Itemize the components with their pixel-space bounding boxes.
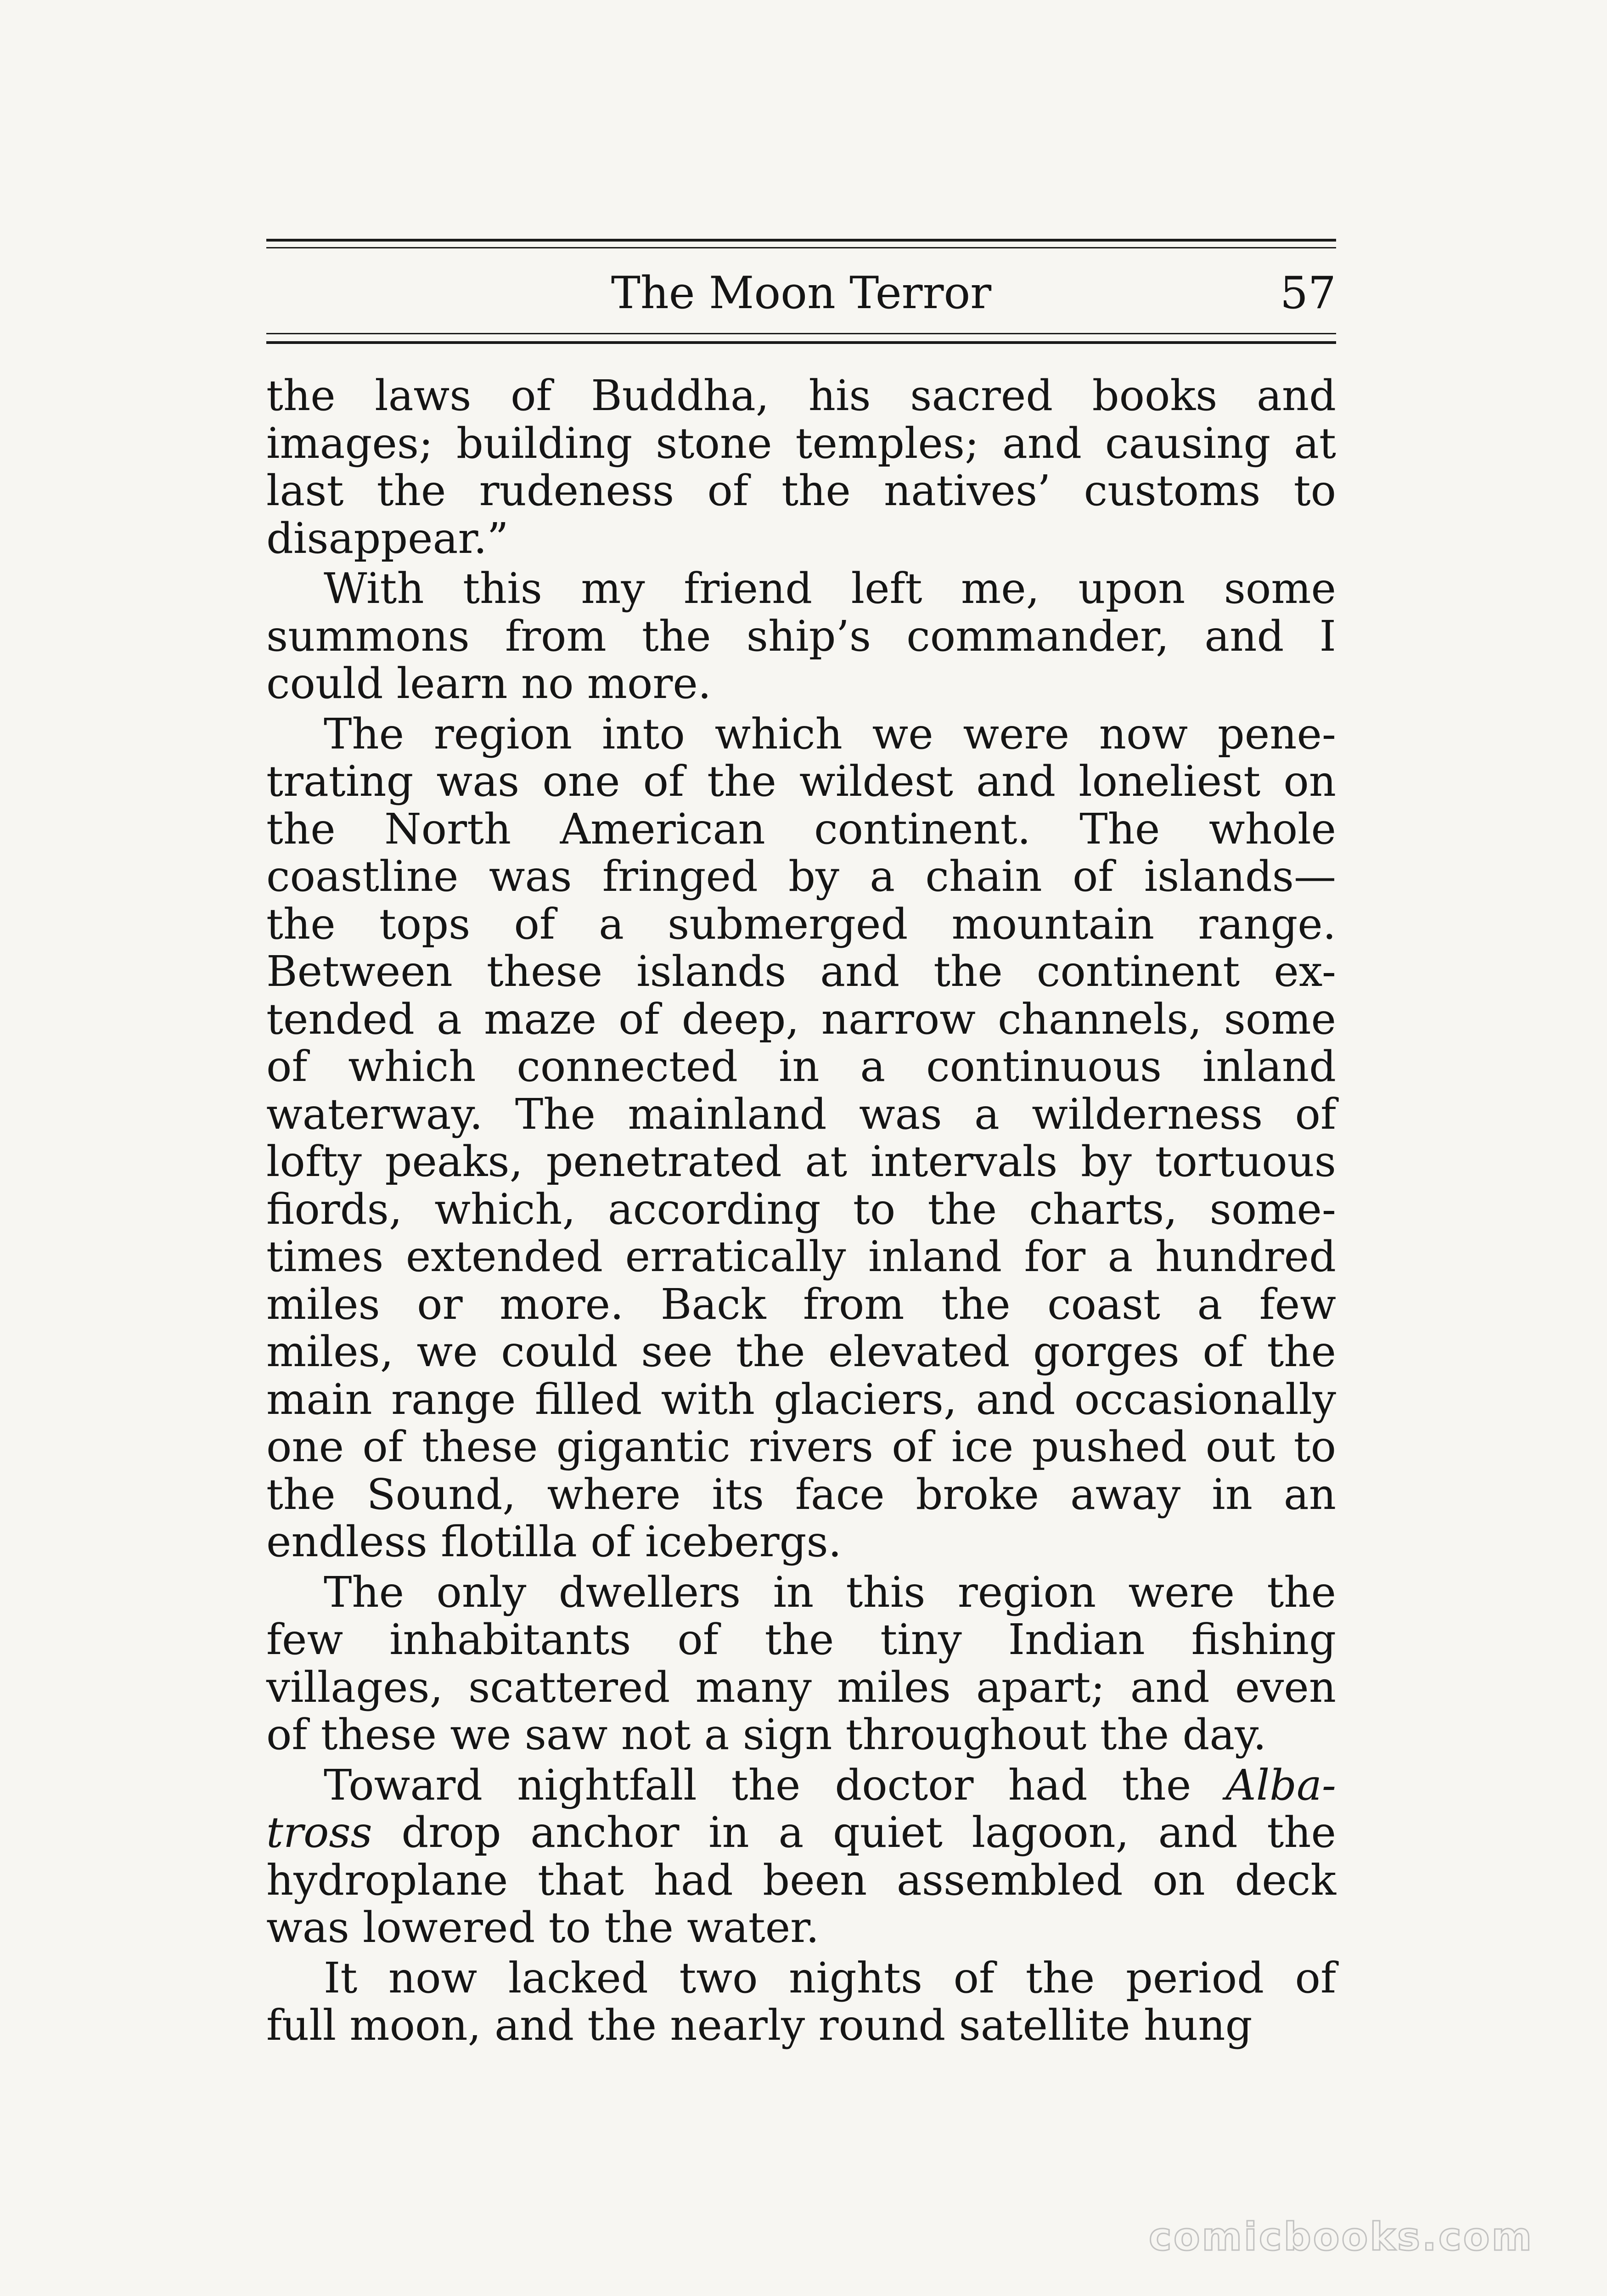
text-segment: summons from the ship’s commander, and I (266, 611, 1336, 661)
text-segment: miles, we could see the elevated gorges of the (266, 1327, 1336, 1376)
text-line (266, 372, 1336, 420)
text-line (266, 996, 1336, 1043)
text-line (266, 1857, 1336, 1904)
header-rule-bottom-thin (266, 333, 1336, 334)
text-segment: could learn no more. (266, 659, 712, 708)
text-line (266, 1328, 1336, 1376)
text-line (266, 1569, 1336, 1616)
text-line (266, 1043, 1336, 1091)
text-segment: drop anchor in a quiet lagoon, and the (372, 1808, 1336, 1857)
text-line (266, 2002, 1336, 2049)
text-line (266, 948, 1336, 996)
text-segment: few inhabitants of the tiny Indian fishing (266, 1615, 1336, 1664)
text-line (266, 467, 1336, 515)
text-segment: The region into which we were now pene- (324, 709, 1336, 759)
text-segment: miles or more. Back from the coast a few (266, 1279, 1336, 1329)
paragraph (266, 1761, 1336, 1952)
text-segment: was lowered to the water. (266, 1903, 820, 1952)
text-segment: hydroplane that had been assembled on deck (266, 1855, 1336, 1905)
text-segment: times extended erratically inland for a hundred (266, 1232, 1336, 1281)
text-line (266, 660, 1336, 708)
text-segment: last the rudeness of the natives’ customs to (266, 466, 1336, 515)
text-line (266, 1761, 1336, 1809)
text-line (266, 1281, 1336, 1328)
header-rule-top-thin (266, 247, 1336, 248)
paragraph (266, 1954, 1336, 2049)
paragraph (266, 565, 1336, 708)
text-line (266, 565, 1336, 613)
text-line (266, 1376, 1336, 1424)
text-line (266, 1664, 1336, 1711)
header-rule-bottom (266, 341, 1336, 344)
text-line (266, 853, 1336, 900)
text-segment: With this my friend left me, upon some (324, 564, 1336, 613)
running-header (266, 257, 1336, 321)
text-segment: trating was one of the wildest and loneliest on (266, 757, 1336, 806)
paragraph (266, 1569, 1336, 1759)
text-line (266, 900, 1336, 948)
text-segment: tended a maze of deep, narrow channels, some (266, 994, 1336, 1044)
paragraph (266, 372, 1336, 562)
text-line (266, 758, 1336, 805)
text-line (266, 1518, 1336, 1566)
text-segment: of these we saw not a sign throughout the day. (266, 1710, 1267, 1759)
italic-text: Alba- (1225, 1760, 1336, 1810)
italic-text: tross (266, 1808, 372, 1857)
text-segment: endless flotilla of icebergs. (266, 1517, 842, 1566)
text-line (266, 420, 1336, 467)
watermark: comicbooks.com (1149, 2214, 1534, 2259)
text-line (266, 1904, 1336, 1952)
text-segment: full moon, and the nearly round satellite hung (266, 2001, 1253, 2050)
text-segment: the laws of Buddha, his sacred books and (266, 371, 1336, 420)
text-segment: The only dwellers in this region were the (324, 1567, 1336, 1617)
text-segment: the tops of a submerged mountain range. (266, 899, 1336, 949)
paragraph (266, 710, 1336, 1566)
text-segment: one of these gigantic rivers of ice pushed out to (266, 1422, 1336, 1471)
text-line (266, 805, 1336, 853)
text-line (266, 1616, 1336, 1664)
text-line (266, 1233, 1336, 1281)
text-line (266, 1091, 1336, 1138)
text-line (266, 1809, 1336, 1857)
text-segment: Toward nightfall the doctor had the (324, 1760, 1226, 1810)
running-title: The Moon Terror (611, 267, 992, 319)
text-segment: fiords, which, according to the charts, some- (266, 1184, 1336, 1234)
text-line (266, 1186, 1336, 1233)
body-text (266, 372, 1336, 2049)
text-line (266, 1138, 1336, 1186)
text-line (266, 1471, 1336, 1519)
text-segment: images; building stone temples; and causing at (266, 418, 1336, 468)
text-line (266, 1954, 1336, 2002)
text-segment: the Sound, where its face broke away in an (266, 1469, 1336, 1519)
text-segment: villages, scattered many miles apart; and even (266, 1662, 1336, 1712)
text-segment: It now lacked two nights of the period of (324, 1953, 1336, 2003)
text-segment: of which connected in a continuous inland (266, 1042, 1336, 1091)
text-line (266, 710, 1336, 758)
text-segment: main range filled with glaciers, and occasionally (266, 1374, 1336, 1424)
text-segment: disappear.” (266, 513, 509, 563)
text-line (266, 1423, 1336, 1471)
text-segment: lofty peaks, penetrated at intervals by tortuous (266, 1137, 1336, 1186)
text-segment: coastline was fringed by a chain of islands— (266, 852, 1336, 901)
text-segment: waterway. The mainland was a wilderness of (266, 1089, 1336, 1139)
text-segment: Between these islands and the continent ex- (266, 947, 1336, 996)
text-segment: the North American continent. The whole (266, 804, 1336, 854)
text-line (266, 613, 1336, 660)
text-line (266, 515, 1336, 563)
page-number: 57 (1280, 267, 1336, 319)
text-line (266, 1711, 1336, 1759)
header-rule-top (266, 239, 1336, 242)
